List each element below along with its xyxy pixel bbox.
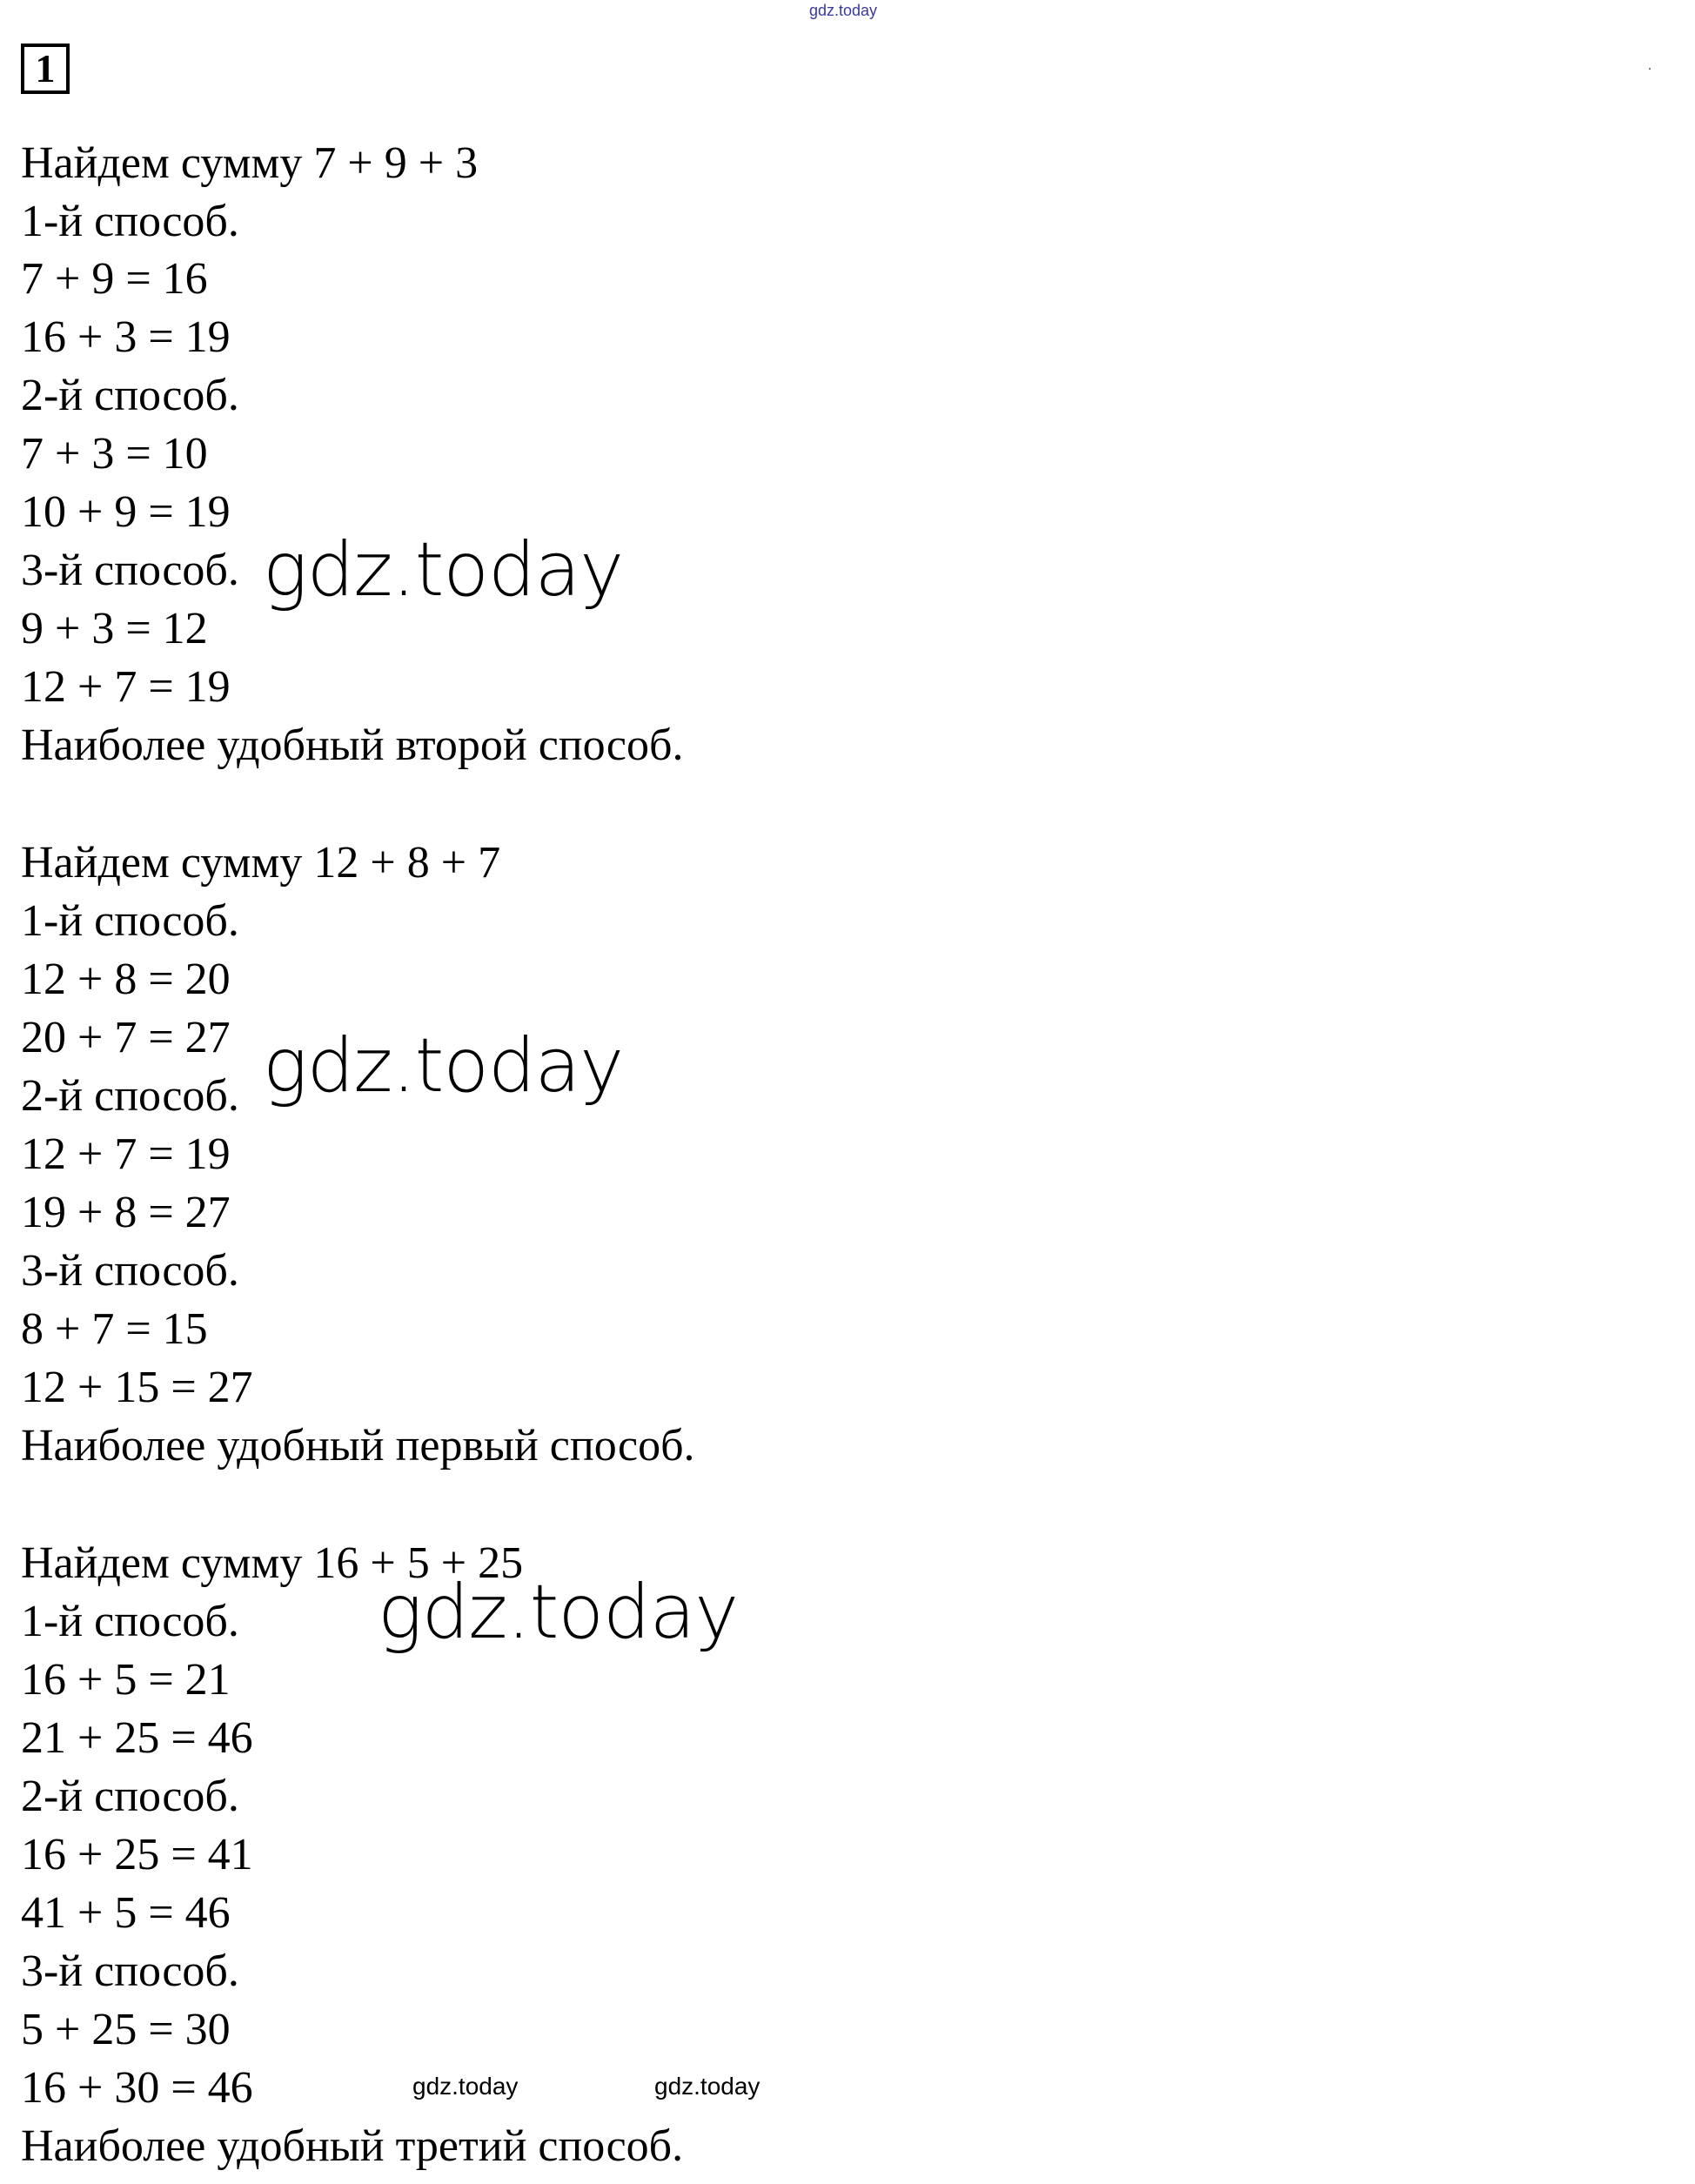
block-1-line: 16 + 3 = 19 xyxy=(21,312,231,362)
block-2-line: 12 + 7 = 19 xyxy=(21,1129,231,1179)
block-1-line: 3-й способ. xyxy=(21,546,239,595)
block-3-line: 16 + 5 = 21 xyxy=(21,1655,231,1705)
block-1-line: 10 + 9 = 19 xyxy=(21,487,231,537)
block-3-line: 3-й способ. xyxy=(21,1946,239,1996)
block-3-line: 2-й способ. xyxy=(21,1772,239,1821)
block-2-title: Найдем сумму 12 + 8 + 7 xyxy=(21,838,501,888)
block-2-line: 20 + 7 = 27 xyxy=(21,1013,231,1062)
block-3-line: 41 + 5 = 46 xyxy=(21,1888,231,1938)
watermark-large: gdz.today xyxy=(378,1569,739,1656)
block-2-line: 12 + 15 = 27 xyxy=(21,1363,253,1412)
block-1-line: 9 + 3 = 12 xyxy=(21,604,208,653)
block-3-line: 5 + 25 = 30 xyxy=(21,2005,231,2054)
block-3-conclusion: Наиболее удобный третий способ. xyxy=(21,2121,684,2171)
block-1-line: 1-й способ. xyxy=(21,197,239,246)
block-1-line: 7 + 3 = 10 xyxy=(21,429,208,479)
block-3-title: Найдем сумму 16 + 5 + 25 xyxy=(21,1538,524,1588)
block-1-line: 12 + 7 = 19 xyxy=(21,662,231,712)
block-3-line: 1-й способ. xyxy=(21,1597,239,1646)
watermark-large: gdz.today xyxy=(263,526,624,613)
watermark-large: gdz.today xyxy=(263,1022,624,1109)
watermark-small: gdz.today xyxy=(412,2073,519,2100)
speck xyxy=(1649,68,1651,70)
block-3-line: 16 + 25 = 41 xyxy=(21,1830,253,1879)
watermark-small: gdz.today xyxy=(654,2073,760,2100)
block-1-title: Найдем сумму 7 + 9 + 3 xyxy=(21,138,479,188)
block-1-line: 7 + 9 = 16 xyxy=(21,254,208,304)
block-2-line: 2-й способ. xyxy=(21,1071,239,1121)
block-3-line: 16 + 30 = 46 xyxy=(21,2063,253,2113)
block-2-conclusion: Наиболее удобный первый способ. xyxy=(21,1421,695,1471)
block-1-line: 2-й способ. xyxy=(21,371,239,420)
block-2-line: 12 + 8 = 20 xyxy=(21,955,231,1004)
block-2-line: 8 + 7 = 15 xyxy=(21,1304,208,1354)
block-1-conclusion: Наиболее удобный второй способ. xyxy=(21,720,684,770)
task-number-badge: 1 xyxy=(21,44,70,94)
block-3-line: 21 + 25 = 46 xyxy=(21,1713,253,1763)
block-2-line: 19 + 8 = 27 xyxy=(21,1188,231,1237)
block-2-line: 3-й способ. xyxy=(21,1246,239,1296)
block-2-line: 1-й способ. xyxy=(21,896,239,946)
watermark-top: gdz.today xyxy=(809,2,878,19)
